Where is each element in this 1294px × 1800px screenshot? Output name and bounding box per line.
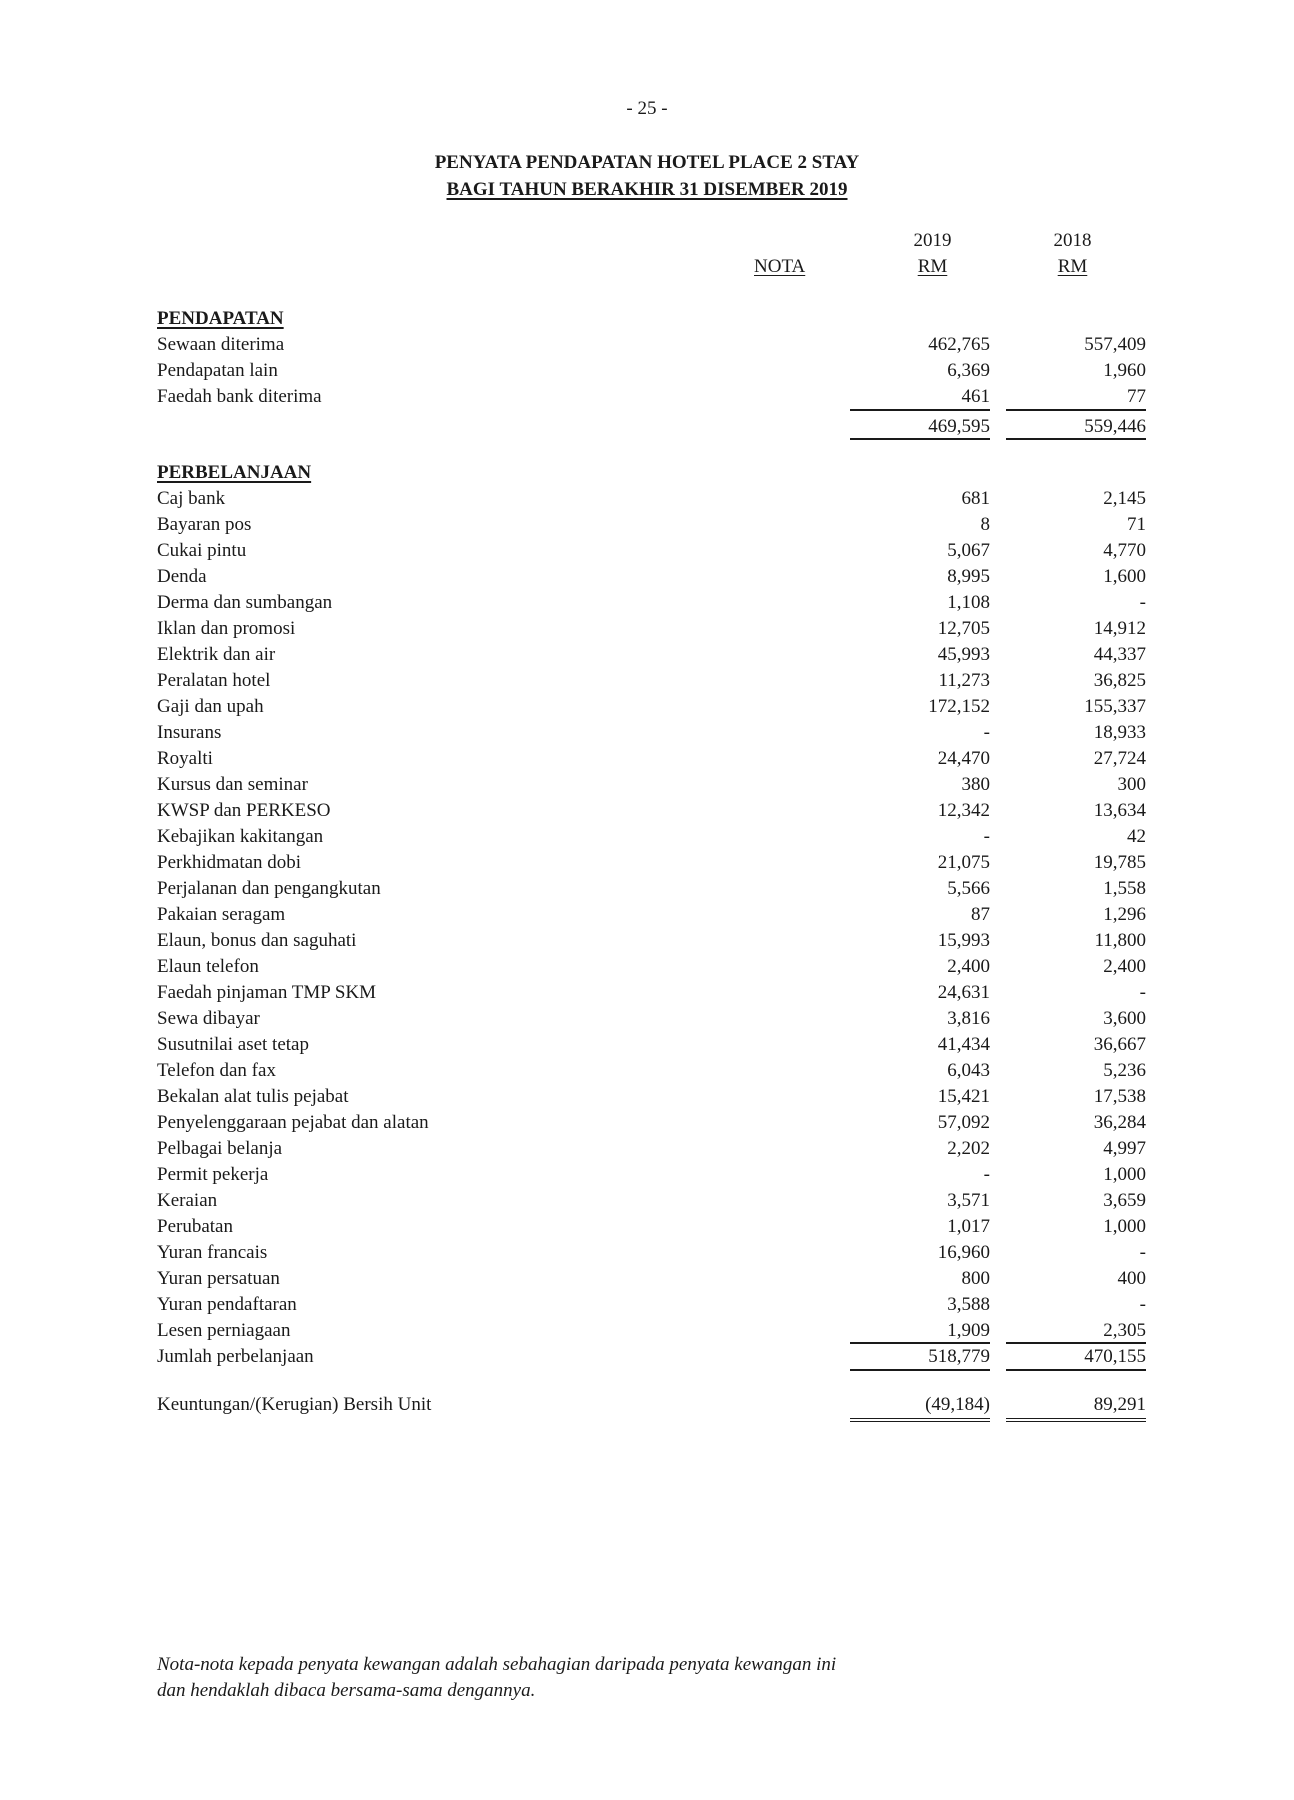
- value-2019: 8: [980, 514, 990, 535]
- rule-2019: [850, 438, 990, 440]
- value-2018: 36,667: [1093, 1034, 1146, 1055]
- table-row: [157, 694, 1157, 720]
- value-2018: 155,337: [1084, 696, 1146, 717]
- table-row: [157, 590, 1157, 616]
- table-row: [157, 642, 1157, 668]
- value-2018: -: [1139, 592, 1146, 613]
- row-label: Jumlah perbelanjaan: [157, 1346, 314, 1367]
- value-2019: 1,108: [947, 592, 990, 613]
- income-total-row: [157, 414, 1157, 440]
- value-2019: 5,566: [947, 878, 990, 899]
- table-row: [157, 798, 1157, 824]
- row-label: Sewaan diterima: [157, 334, 285, 355]
- value-2019: 15,421: [937, 1086, 990, 1107]
- table-row: [157, 772, 1157, 798]
- value-2019: 2,400: [947, 956, 990, 977]
- statement-title: PENYATA PENDAPATAN HOTEL PLACE 2 STAY: [434, 152, 860, 173]
- row-label: Derma dan sumbangan: [157, 592, 333, 613]
- value-2018: 27,724: [1093, 748, 1146, 769]
- value-2019: 12,705: [937, 618, 990, 639]
- table-row: [157, 564, 1157, 590]
- value-2018: -: [1139, 1294, 1146, 1315]
- row-label: Pendapatan lain: [157, 360, 278, 381]
- table-row: [157, 384, 1157, 410]
- value-2018: -: [1139, 982, 1146, 1003]
- value-2019: 172,152: [928, 696, 990, 717]
- value-2019: 469,595: [928, 416, 990, 437]
- value-2018: 1,296: [1103, 904, 1146, 925]
- value-2018: 2,305: [1103, 1320, 1146, 1341]
- net-result-double-rule: [157, 1418, 1157, 1424]
- value-2019: -: [983, 826, 990, 847]
- value-2018: 19,785: [1093, 852, 1146, 873]
- value-2019: 681: [961, 488, 990, 509]
- value-2019: 8,995: [947, 566, 990, 587]
- table-row: [157, 1292, 1157, 1318]
- row-label: Elaun telefon: [157, 956, 259, 977]
- footnote-line-2: dan hendaklah dibaca bersama-sama dengannya.: [157, 1680, 536, 1701]
- rule-2019: [850, 1369, 990, 1371]
- row-label: Keuntungan/(Kerugian) Bersih Unit: [157, 1394, 432, 1415]
- row-label: Elektrik dan air: [157, 644, 276, 665]
- double-rule-2018: [1006, 1418, 1146, 1422]
- value-2019: 3,571: [947, 1190, 990, 1211]
- value-2018: 300: [1117, 774, 1146, 795]
- net-result-row: [157, 1392, 1157, 1418]
- value-2018: 77: [1127, 386, 1146, 407]
- year-2018-header: 2018: [1053, 230, 1092, 251]
- value-2018: 18,933: [1093, 722, 1146, 743]
- value-2018: -: [1139, 1242, 1146, 1263]
- row-label: Susutnilai aset tetap: [157, 1034, 309, 1055]
- value-2018: 1,558: [1103, 878, 1146, 899]
- table-row: [157, 538, 1157, 564]
- currency-2018-header: RM: [1057, 256, 1088, 277]
- value-2019: 24,470: [937, 748, 990, 769]
- value-2018: 3,600: [1103, 1008, 1146, 1029]
- currency-2019-header: RM: [917, 256, 948, 277]
- table-row: [157, 512, 1157, 538]
- rule-2018: [1006, 409, 1146, 411]
- table-row: [157, 1032, 1157, 1058]
- value-2019: 11,273: [938, 670, 990, 691]
- expenses-total-row: [157, 1344, 1157, 1370]
- value-2019: 57,092: [937, 1112, 990, 1133]
- footnote-line-1: Nota-nota kepada penyata kewangan adalah sebahagian daripada penyata kewangan ini: [157, 1654, 837, 1675]
- rule-2018: [1006, 1369, 1146, 1371]
- value-2018: 1,000: [1103, 1216, 1146, 1237]
- row-label: Gaji dan upah: [157, 696, 264, 717]
- table-row: [157, 668, 1157, 694]
- value-2019: 6,369: [947, 360, 990, 381]
- row-label: Perkhidmatan dobi: [157, 852, 302, 873]
- row-label: Faedah pinjaman TMP SKM: [157, 982, 377, 1003]
- table-row: [157, 1240, 1157, 1266]
- row-label: Keraian: [157, 1190, 218, 1211]
- row-label: Pelbagai belanja: [157, 1138, 283, 1159]
- value-2019: 800: [961, 1268, 990, 1289]
- row-label: Perubatan: [157, 1216, 233, 1237]
- table-row: [157, 902, 1157, 928]
- row-label: Kursus dan seminar: [157, 774, 308, 795]
- year-2019-header: 2019: [913, 230, 952, 251]
- value-2018: 470,155: [1084, 1346, 1146, 1367]
- value-2018: 36,284: [1093, 1112, 1146, 1133]
- nota-column-header: NOTA: [754, 256, 806, 277]
- table-row: [157, 876, 1157, 902]
- value-2018: 5,236: [1103, 1060, 1146, 1081]
- page-number: - 25 -: [626, 98, 668, 119]
- table-row: [157, 980, 1157, 1006]
- value-2019: 3,588: [947, 1294, 990, 1315]
- row-label: Yuran francais: [157, 1242, 268, 1263]
- value-2018: 1,960: [1103, 360, 1146, 381]
- table-row: [157, 746, 1157, 772]
- row-label: Denda: [157, 566, 207, 587]
- value-2019: 2,202: [947, 1138, 990, 1159]
- row-label: Elaun, bonus dan saguhati: [157, 930, 357, 951]
- value-2018: 3,659: [1103, 1190, 1146, 1211]
- table-row: [157, 1136, 1157, 1162]
- row-label: Lesen perniagaan: [157, 1320, 291, 1341]
- table-row: [157, 1006, 1157, 1032]
- row-label: Telefon dan fax: [157, 1060, 276, 1081]
- row-label: Pakaian seragam: [157, 904, 286, 925]
- value-2019: 6,043: [947, 1060, 990, 1081]
- row-label: KWSP dan PERKESO: [157, 800, 331, 821]
- row-label: Insurans: [157, 722, 222, 743]
- row-label: Bekalan alat tulis pejabat: [157, 1086, 349, 1107]
- table-row: [157, 954, 1157, 980]
- value-2018: 2,400: [1103, 956, 1146, 977]
- value-2019: 41,434: [937, 1034, 990, 1055]
- value-2018: 400: [1117, 1268, 1146, 1289]
- table-row: [157, 1162, 1157, 1188]
- value-2018: 17,538: [1093, 1086, 1146, 1107]
- table-row: [157, 1110, 1157, 1136]
- value-2019: 15,993: [937, 930, 990, 951]
- value-2019: 5,067: [947, 540, 990, 561]
- value-2018: 557,409: [1084, 334, 1146, 355]
- value-2019: -: [983, 722, 990, 743]
- table-row: [157, 1318, 1157, 1344]
- table-row: [157, 616, 1157, 642]
- value-2019: 21,075: [937, 852, 990, 873]
- table-row: [157, 1058, 1157, 1084]
- table-row: [157, 928, 1157, 954]
- value-2019: 24,631: [937, 982, 990, 1003]
- row-label: Kebajikan kakitangan: [157, 826, 324, 847]
- row-label: Bayaran pos: [157, 514, 252, 535]
- value-2019: 518,779: [928, 1346, 990, 1367]
- value-2019: 380: [961, 774, 990, 795]
- value-2018: 89,291: [1093, 1394, 1146, 1415]
- row-label: Sewa dibayar: [157, 1008, 260, 1029]
- value-2018: 44,337: [1093, 644, 1146, 665]
- table-row: [157, 824, 1157, 850]
- value-2018: 2,145: [1103, 488, 1146, 509]
- value-2018: 71: [1127, 514, 1146, 535]
- income-heading: PENDAPATAN: [157, 308, 284, 329]
- rule-2019: [850, 409, 990, 411]
- row-label: Yuran pendaftaran: [157, 1294, 297, 1315]
- income-section: [157, 306, 1157, 444]
- row-label: Caj bank: [157, 488, 226, 509]
- table-row: [157, 1084, 1157, 1110]
- row-label: Faedah bank diterima: [157, 386, 322, 407]
- income-rows: [157, 332, 1157, 410]
- statement-period: BAGI TAHUN BERAKHIR 31 DISEMBER 2019: [446, 179, 848, 200]
- income-total-rule: [157, 440, 1157, 444]
- table-row: [157, 358, 1157, 384]
- table-row: [157, 720, 1157, 746]
- expenses-section: [157, 460, 1157, 1424]
- table-row: [157, 1214, 1157, 1240]
- value-2018: 14,912: [1093, 618, 1146, 639]
- value-2019: 3,816: [947, 1008, 990, 1029]
- expense-rows: [157, 486, 1157, 1344]
- value-2019: -: [983, 1164, 990, 1185]
- value-2019: 1,017: [947, 1216, 990, 1237]
- value-2018: 1,000: [1103, 1164, 1146, 1185]
- row-label: Perjalanan dan pengangkutan: [157, 878, 381, 899]
- value-2018: 13,634: [1093, 800, 1146, 821]
- row-label: Yuran persatuan: [157, 1268, 280, 1289]
- row-label: Cukai pintu: [157, 540, 247, 561]
- row-label: Royalti: [157, 748, 213, 769]
- value-2019: 16,960: [937, 1242, 990, 1263]
- rule-2018: [1006, 438, 1146, 440]
- table-row: [157, 486, 1157, 512]
- double-rule-2019: [850, 1418, 990, 1422]
- row-label: Peralatan hotel: [157, 670, 271, 691]
- table-row: [157, 1188, 1157, 1214]
- footnote: [157, 1652, 836, 1704]
- value-2019: 45,993: [937, 644, 990, 665]
- expenses-heading: PERBELANJAAN: [157, 462, 312, 483]
- value-2018: 559,446: [1084, 416, 1146, 437]
- value-2019: 12,342: [937, 800, 990, 821]
- value-2019: 87: [971, 904, 990, 925]
- value-2018: 4,770: [1103, 540, 1146, 561]
- table-row: [157, 332, 1157, 358]
- value-2018: 36,825: [1093, 670, 1146, 691]
- table-row: [157, 850, 1157, 876]
- row-label: Permit pekerja: [157, 1164, 269, 1185]
- value-2019: (49,184): [925, 1394, 990, 1415]
- row-label: Iklan dan promosi: [157, 618, 296, 639]
- value-2019: 462,765: [928, 334, 990, 355]
- value-2018: 4,997: [1103, 1138, 1146, 1159]
- table-row: [157, 1266, 1157, 1292]
- row-label: Penyelenggaraan pejabat dan alatan: [157, 1112, 429, 1133]
- value-2018: 1,600: [1103, 566, 1146, 587]
- value-2018: 42: [1127, 826, 1146, 847]
- value-2019: 461: [961, 386, 990, 407]
- value-2018: 11,800: [1094, 930, 1146, 951]
- value-2019: 1,909: [947, 1320, 990, 1341]
